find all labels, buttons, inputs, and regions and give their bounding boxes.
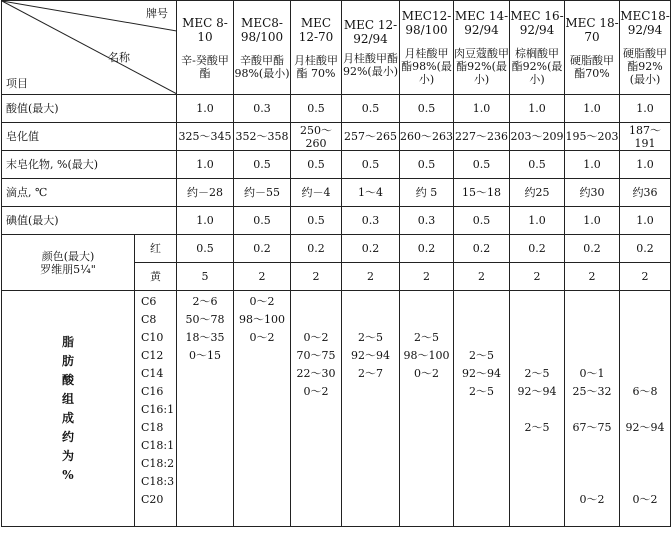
product-col-7 [565,1,620,95]
row-label: 滴点, ℃ [2,179,177,207]
name-label: 名称 [108,51,130,64]
cell: 187～191 [620,123,671,151]
fa-value [510,347,564,365]
fa-value [510,455,564,473]
fa-value [565,401,619,419]
fa-value [234,419,290,437]
fa-value [454,491,509,509]
cell: 2 [510,263,565,291]
row-label: 末皂化物, %(最大) [2,151,177,179]
cell: 约30 [565,179,620,207]
fa-value [454,329,509,347]
cell: 5 [177,263,234,291]
fatty-acid-label-char: 成 [61,410,74,425]
fa-value: 22～30 [296,367,336,380]
cell: 0.5 [291,95,342,123]
fa-value [400,401,453,419]
fa-value: 0～2 [249,331,275,344]
red-label: 红 [135,235,177,263]
fa-value [620,473,670,491]
cell: 约36 [620,179,671,207]
fa-column-4 [400,291,454,527]
cell: 325～345 [177,123,234,151]
fa-value [400,383,453,401]
fa-value [291,419,341,437]
fatty-acid-label-char: 约 [61,429,74,444]
fa-value [234,365,290,383]
fa-value [400,419,453,437]
fa-value [177,383,233,401]
cell: 0.5 [291,151,342,179]
carbon-list [135,291,177,527]
fatty-acid-label-char: 酸 [61,372,74,387]
product-code: MEC12-98/100 [401,9,452,37]
fa-value: 0～15 [189,349,221,362]
cell: 0.5 [291,207,342,235]
product-code: MEC 12-70 [298,15,334,44]
fa-value [565,473,619,491]
fa-value [510,437,564,455]
cell: 0.3 [400,207,454,235]
fa-value [620,401,670,419]
fa-value [454,293,509,311]
fa-value [454,455,509,473]
fa-value [234,455,290,473]
fa-value: 25～32 [572,385,612,398]
cell: 0.5 [342,151,400,179]
fa-value [234,383,290,401]
cell: 250～260 [291,123,342,151]
product-name: 辛-癸酸甲酯 [181,53,229,80]
product-col-1 [234,1,291,95]
fa-value: 2～6 [192,295,218,308]
fa-column-8 [620,291,671,527]
cell: 1.0 [177,207,234,235]
table-row [2,95,671,123]
carbon-label: C12 [141,349,164,362]
cell: 2 [454,263,510,291]
fa-value: 0～1 [579,367,605,380]
fa-value [620,437,670,455]
fa-value: 92～94 [517,385,557,398]
cell: 1.0 [454,95,510,123]
carbon-label: C18 [141,421,164,434]
fa-value [234,347,290,365]
carbon-label: C16 [141,385,164,398]
fatty-acid-label-char: 为 [61,448,74,463]
fa-value [400,293,453,311]
fa-value [342,401,399,419]
product-col-6 [510,1,565,95]
fa-value [454,401,509,419]
fa-value [565,311,619,329]
product-code: MEC18-92/94 [620,9,670,37]
fa-value: 2～5 [469,349,494,362]
fa-value [510,491,564,509]
spec-table [1,0,671,527]
fa-value [291,311,341,329]
fa-value: 67～75 [572,421,612,434]
fa-value [620,365,670,383]
product-code: MEC 14-92/94 [454,9,509,37]
fa-column-0 [177,291,234,527]
fa-value: 92～94 [625,421,665,434]
carbon-label: C18:1 [141,439,175,452]
product-name: 硬脂酸甲酯70% [570,53,614,80]
cell: 2 [400,263,454,291]
fa-value [177,455,233,473]
cell: 1.0 [565,95,620,123]
fa-value [342,383,399,401]
fa-value: 0～2 [414,367,439,380]
product-code: MEC 12-92/94 [343,17,398,46]
cell: 0.5 [234,151,291,179]
carbon-label: C14 [141,367,164,380]
product-code: MEC 8-10 [182,15,228,44]
cell: 0.2 [620,235,671,263]
cell: 1～4 [342,179,400,207]
fa-value [454,437,509,455]
fa-value [400,311,453,329]
fa-value: 2～5 [524,421,550,434]
product-col-3 [342,1,400,95]
product-col-0 [177,1,234,95]
cell: 1.0 [177,151,234,179]
carbon-label: C18:2 [141,457,175,470]
fa-value [400,491,453,509]
fa-value [454,473,509,491]
cell: 1.0 [510,95,565,123]
fa-value [510,473,564,491]
cell: 约 5 [400,179,454,207]
fa-value [565,293,619,311]
fa-value [291,401,341,419]
cell: 1.0 [620,207,671,235]
fa-value [177,419,233,437]
fa-value [291,455,341,473]
fa-value [400,437,453,455]
cell: 约25 [510,179,565,207]
fa-value [342,419,399,437]
carbon-label: C8 [141,313,157,326]
yellow-label: 黄 [135,263,177,291]
fa-value: 0～2 [249,295,275,308]
cell: 0.3 [342,207,400,235]
product-name: 月桂酸甲酯98%(最小) [401,47,452,86]
fa-value: 0～2 [303,385,329,398]
fa-value [565,329,619,347]
fa-value [291,437,341,455]
product-name: 月桂酸甲酯 92%(最小) [342,51,399,78]
cell: 0.2 [400,235,454,263]
cell: 1.0 [510,207,565,235]
cell: 0.5 [342,95,400,123]
fa-value: 2～5 [469,385,494,398]
cell: 0.2 [454,235,510,263]
fa-value: 0～2 [303,331,329,344]
fa-value: 2～5 [358,331,383,344]
fa-value: 70～75 [296,349,336,362]
fa-value [177,401,233,419]
fa-column-7 [565,291,620,527]
fa-value [620,311,670,329]
fa-value [342,455,399,473]
cell: 约－4 [291,179,342,207]
fa-value [565,437,619,455]
cell: 1.0 [177,95,234,123]
cell: 195～203 [565,123,620,151]
product-code: MEC8-98/100 [240,15,284,44]
fa-value [510,293,564,311]
fa-value [177,491,233,509]
fa-value: 92～94 [351,349,390,362]
fa-value: 0～2 [632,493,658,506]
product-col-5 [454,1,510,95]
fa-column-6 [510,291,565,527]
carbon-label: C18:3 [141,475,175,488]
cell: 257～265 [342,123,400,151]
fa-value: 0～2 [579,493,605,506]
table-row [2,123,671,151]
fa-value [234,473,290,491]
cell: 约－28 [177,179,234,207]
product-col-4 [400,1,454,95]
color-label: 颜色(最大) [41,249,95,263]
fatty-acid-label-char: 脂 [61,334,74,349]
product-name: 肉豆蔻酸甲酯92%(最小) [454,47,509,86]
fatty-acid-label-char: 组 [61,391,74,406]
fa-value [234,401,290,419]
cell: 0.5 [454,207,510,235]
cell: 0.2 [565,235,620,263]
carbon-label: C20 [141,493,164,506]
row-label: 皂化值 [2,123,177,151]
product-col-8 [620,1,671,95]
fa-value [291,491,341,509]
color-sublabel: 罗维朋5¼" [40,262,96,276]
fa-value [342,293,399,311]
cell: 0.5 [400,95,454,123]
cell: 0.2 [342,235,400,263]
fa-value [342,437,399,455]
brand-label: 牌号 [146,7,168,20]
fa-value [454,311,509,329]
fa-value [510,329,564,347]
fa-column-2 [291,291,342,527]
cell: 0.3 [234,95,291,123]
cell: 1.0 [620,151,671,179]
fa-value: 98～100 [239,313,285,326]
fa-value [234,437,290,455]
product-name: 硬脂酸甲酯92%(最小) [623,47,667,86]
cell: 约－55 [234,179,291,207]
fa-value: 2～5 [414,331,439,344]
fa-value: 98～100 [403,349,450,362]
cell: 2 [342,263,400,291]
cell: 0.5 [400,151,454,179]
fa-value [400,473,453,491]
fa-value [342,311,399,329]
carbon-label: C16:1 [141,403,175,416]
diagonal-header-cell [2,1,177,95]
fa-value [342,491,399,509]
fatty-acid-label-char: 肪 [61,353,74,368]
product-code: MEC 18-70 [565,15,619,44]
fa-value [620,347,670,365]
fa-value [342,473,399,491]
product-code: MEC 16-92/94 [510,9,564,37]
cell: 0.5 [234,207,291,235]
product-col-2 [291,1,342,95]
fa-value [510,401,564,419]
header-row [2,1,671,95]
fa-value [565,455,619,473]
fa-column-1 [234,291,291,527]
cell: 15～18 [454,179,510,207]
product-name: 月桂酸甲酯 70% [294,53,338,80]
cell: 1.0 [565,151,620,179]
carbon-label: C6 [141,295,157,308]
row-label: 碘值(最大) [2,207,177,235]
table-row [2,151,671,179]
table-row [2,179,671,207]
product-name: 棕榈酸甲酯92%(最小) [511,47,563,86]
fa-value [510,311,564,329]
cell: 0.5 [454,151,510,179]
fa-value [620,329,670,347]
cell: 260～263 [400,123,454,151]
cell: 203～209 [510,123,565,151]
product-name: 辛酸甲酯98%(最小) [234,53,290,80]
fa-value [454,419,509,437]
cell: 2 [291,263,342,291]
cell: 0.5 [177,235,234,263]
color-red-row [2,235,671,263]
item-label: 项目 [6,77,28,90]
fa-value: 50～78 [185,313,225,326]
fa-value: 92～94 [462,367,501,380]
cell: 0.2 [510,235,565,263]
cell: 2 [565,263,620,291]
fa-value [565,347,619,365]
cell: 0.5 [510,151,565,179]
cell: 2 [234,263,291,291]
fa-value [291,293,341,311]
fa-value: 18～35 [185,331,225,344]
fa-value: 2～5 [524,367,550,380]
fa-value [177,365,233,383]
cell: 0.2 [234,235,291,263]
fa-value [620,455,670,473]
fa-value [177,473,233,491]
fa-value [291,473,341,491]
cell: 352～358 [234,123,291,151]
cell: 1.0 [620,95,671,123]
fa-value [620,293,670,311]
fa-value: 6～8 [632,385,658,398]
table-row [2,207,671,235]
cell: 1.0 [565,207,620,235]
fa-column-5 [454,291,510,527]
fatty-acid-label [2,291,135,527]
cell: 0.2 [291,235,342,263]
cell: 227～236 [454,123,510,151]
fatty-acid-row [2,291,671,527]
color-label-cell [2,235,135,291]
fa-value: 2～7 [358,367,383,380]
cell: 2 [620,263,671,291]
fatty-acid-label-char: % [62,467,74,482]
fa-value [177,437,233,455]
row-label: 酸值(最大) [2,95,177,123]
carbon-label: C10 [141,331,164,344]
fa-column-3 [342,291,400,527]
fa-value [234,491,290,509]
fa-value [400,455,453,473]
